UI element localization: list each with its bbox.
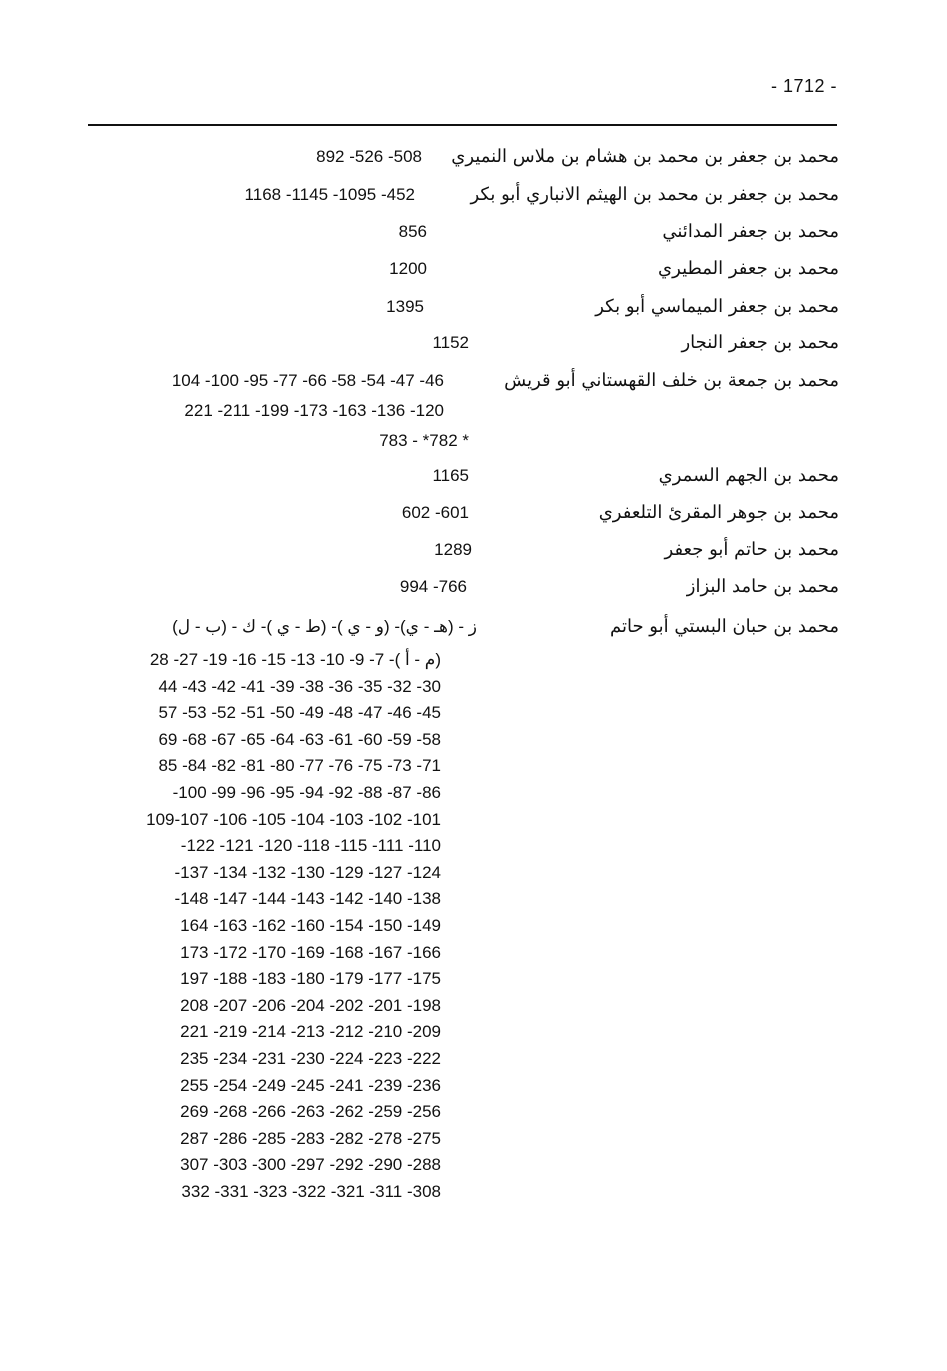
entry-refs: 783 - *782 * xyxy=(379,431,469,450)
entry-name: محمد بن الجهم السمري xyxy=(658,465,839,486)
index-entry xyxy=(0,180,947,210)
header-rule xyxy=(88,124,837,126)
entry-refs: 1165 xyxy=(432,466,469,485)
index-entry xyxy=(0,498,947,528)
entry-name: محمد بن جعفر المدائني xyxy=(662,221,839,242)
index-entry xyxy=(0,328,947,358)
reference-line: 69 -68 -67 -65 -64 -63 -61 -60 -59 -58 xyxy=(158,730,441,749)
entry-name: محمد بن جعفر المطيري xyxy=(658,258,839,279)
reference-line: -122 -121 -120 -118 -115 -111 -110 xyxy=(180,836,441,855)
reference-line: 28 -27 -19 -16 -15 -13 -10 -9 -7 -( م - أ) xyxy=(149,650,441,669)
index-entry xyxy=(0,217,947,247)
index-entry xyxy=(0,612,947,642)
entry-name: محمد بن حاتم أبو جعفر xyxy=(664,539,839,560)
entry-refs: 892 -526 -508 xyxy=(316,147,422,166)
entry-refs: 104 -100 -95 -77 -66 -58 -54 -47 -46 xyxy=(171,371,444,390)
index-entry xyxy=(0,396,947,426)
index-entry xyxy=(0,366,947,396)
entry-name: محمد بن جعفر النجار xyxy=(681,332,839,353)
entry-refs: 221 -211 -199 -173 -163 -136 -120 xyxy=(184,401,444,420)
reference-line: 332 -331 -323 -322 -321 -311 -308 xyxy=(181,1182,441,1201)
reference-line: 57 -53 -52 -51 -50 -49 -48 -47 -46 -45 xyxy=(158,703,441,722)
reference-line: -137 -134 -132 -130 -129 -127 -124 xyxy=(174,863,441,882)
reference-line: 307 -303 -300 -297 -292 -290 -288 xyxy=(180,1155,441,1174)
index-entry xyxy=(0,254,947,284)
entry-refs: 1289 xyxy=(434,540,472,559)
entry-name: محمد بن جعفر الميماسي أبو بكر xyxy=(595,296,839,317)
reference-line: 235 -234 -231 -230 -224 -223 -222 xyxy=(180,1049,441,1068)
index-entry xyxy=(0,461,947,491)
reference-line: 255 -254 -249 -245 -241 -239 -236 xyxy=(180,1076,441,1095)
reference-line: 164 -163 -162 -160 -154 -150 -149 xyxy=(180,916,441,935)
index-entry xyxy=(0,572,947,602)
entry-refs: 1395 xyxy=(386,297,424,316)
entry-refs: 1168 -1145 -1095 -452 xyxy=(244,185,415,204)
page-number: - 1712 - xyxy=(770,76,837,96)
reference-line: 197 -188 -183 -180 -179 -177 -175 xyxy=(180,969,441,988)
index-entry xyxy=(0,426,947,456)
reference-line: -100 -99 -96 -95 -94 -92 -88 -87 -86 xyxy=(172,783,441,802)
entry-name: محمد بن جعفر بن محمد بن الهيثم الانباري أبو بكر xyxy=(470,184,839,205)
entry-name: محمد بن جوهر المقرئ التلعفري xyxy=(598,502,839,523)
reference-line: 287 -286 -285 -283 -282 -278 -275 xyxy=(180,1129,441,1148)
entry-refs: 856 xyxy=(398,222,427,241)
entry-name: محمد بن حبان البستي أبو حاتم xyxy=(609,616,839,637)
reference-line: 208 -207 -206 -204 -202 -201 -198 xyxy=(180,996,441,1015)
entry-refs: 994 -766 xyxy=(399,577,467,596)
entry-refs: 1152 xyxy=(432,333,469,352)
index-entry xyxy=(0,535,947,565)
entry-refs: 1200 xyxy=(389,259,427,278)
reference-line: 173 -172 -170 -169 -168 -167 -166 xyxy=(180,943,441,962)
reference-line: 269 -268 -266 -263 -262 -259 -256 xyxy=(180,1102,441,1121)
index-entry xyxy=(0,142,947,172)
reference-line: -148 -147 -144 -143 -142 -140 -138 xyxy=(174,889,441,908)
entry-name: محمد بن جمعة بن خلف القهستاني أبو قريش xyxy=(504,370,839,391)
reference-line: 44 -43 -42 -41 -39 -38 -36 -35 -32 -30 xyxy=(158,677,441,696)
reference-line: 221 -219 -214 -213 -212 -210 -209 xyxy=(180,1022,441,1041)
entry-refs: 602 -601 xyxy=(401,503,469,522)
index-entry xyxy=(0,292,947,322)
entry-name: محمد بن حامد البزاز xyxy=(686,576,839,597)
entry-refs: ز - (هـ - ي)- (و - ي )- (ط - ي )- ك - (ب - ل) xyxy=(172,617,477,636)
reference-line: 109-107 -106 -105 -104 -103 -102 -101 xyxy=(146,810,441,829)
entry-name: محمد بن جعفر بن محمد بن هشام بن ملاس النميري xyxy=(451,146,839,167)
reference-line: 85 -84 -82 -81 -80 -77 -76 -75 -73 -71 xyxy=(158,756,441,775)
